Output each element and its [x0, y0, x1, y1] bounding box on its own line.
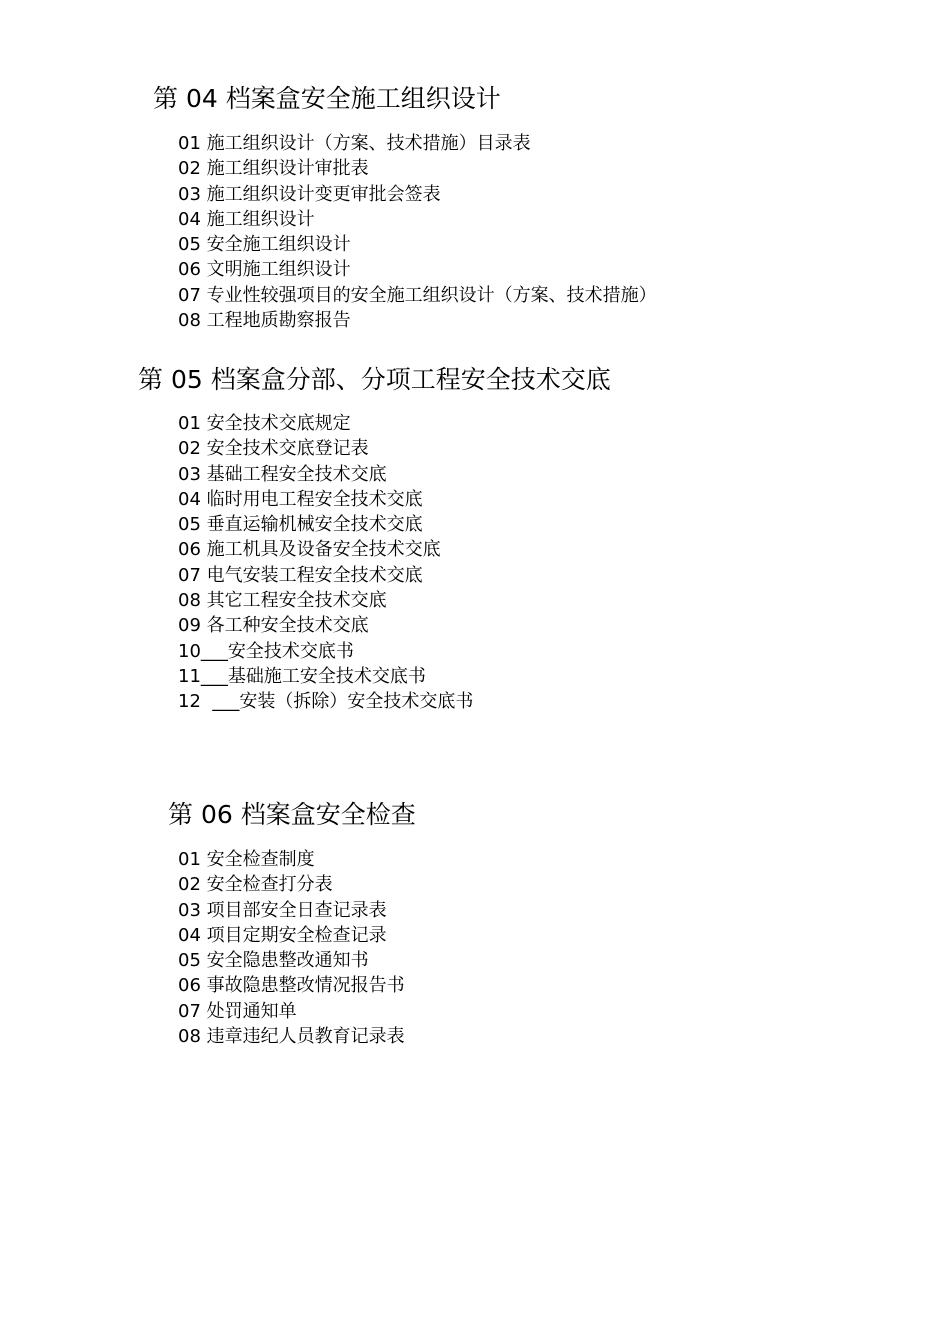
list-item: 05 安全隐患整改通知书 [178, 950, 369, 972]
list-item: 02 施工组织设计审批表 [178, 158, 369, 180]
list-item: 05 安全施工组织设计 [178, 234, 351, 256]
list-item: 08 违章违纪人员教育记录表 [178, 1026, 405, 1048]
list-item: 01 安全技术交底规定 [178, 413, 351, 434]
list-item: 08 其它工程安全技术交底 [178, 590, 387, 612]
list-item: 09 各工种安全技术交底 [178, 615, 369, 637]
list-item: 06 事故隐患整改情况报告书 [178, 975, 405, 997]
list-item: 12 ___安装（拆除）安全技术交底书 [178, 691, 474, 713]
section-title: 第 05 档案盒分部、分项工程安全技术交底 [138, 365, 611, 394]
list-item: 06 施工机具及设备安全技术交底 [178, 539, 441, 561]
list-item: 07 处罚通知单 [178, 1000, 297, 1022]
list-item: 07 电气安装工程安全技术交底 [178, 564, 423, 586]
list-item: 03 基础工程安全技术交底 [178, 463, 387, 485]
list-item: 06 文明施工组织设计 [178, 259, 351, 281]
item-list [178, 131, 657, 333]
list-item: 07 专业性较强项目的安全施工组织设计（方案、技术措施） [178, 284, 657, 306]
section-title: 第 06 档案盒安全检查 [168, 800, 416, 829]
item-list [178, 847, 405, 1049]
section-title: 第 04 档案盒安全施工组织设计 [153, 84, 501, 113]
list-item: 03 施工组织设计变更审批会签表 [178, 183, 441, 205]
item-list [178, 411, 473, 715]
list-item: 04 项目定期安全检查记录 [178, 924, 387, 946]
list-item: 04 临时用电工程安全技术交底 [178, 488, 423, 510]
list-item: 08 工程地质勘察报告 [178, 310, 351, 332]
list-item: 11___基础施工安全技术交底书 [178, 665, 426, 687]
list-item: 03 项目部安全日查记录表 [178, 899, 387, 921]
list-item: 01 施工组织设计（方案、技术措施）目录表 [178, 133, 531, 154]
list-item: 10___安全技术交底书 [178, 640, 354, 662]
list-item: 02 安全技术交底登记表 [178, 438, 369, 460]
list-item: 04 施工组织设计 [178, 208, 315, 230]
list-item: 05 垂直运输机械安全技术交底 [178, 514, 423, 536]
list-item: 02 安全检查打分表 [178, 874, 333, 896]
list-item: 01 安全检查制度 [178, 849, 315, 870]
